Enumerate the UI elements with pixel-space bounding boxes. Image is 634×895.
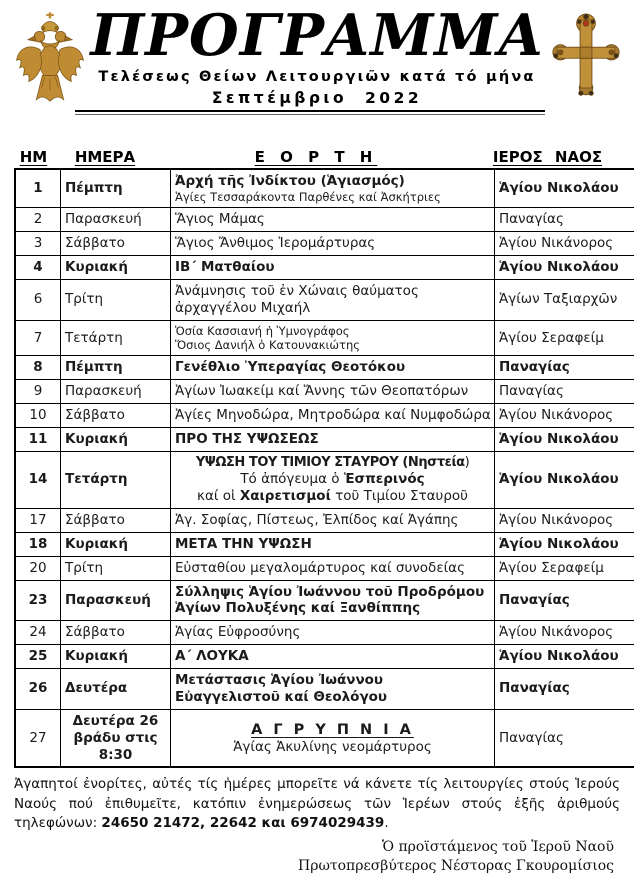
weekday-cell: Κυριακή [61,645,171,669]
church-cell: Ἁγίου Νικολάου [495,532,634,556]
church-cell: Ἁγίου Νικολάου [495,169,634,208]
feast-cell: Σύλληψις Ἁγίου Ἰωάννου τοῦ Προδρόμου Ἁγίων Πολυξένης καί Ξανθίππης [171,580,495,621]
church-cell: Παναγίας [495,580,634,621]
day-cell: 4 [15,256,61,280]
feast-cell: ΙΒ΄ Ματθαίου [171,256,495,280]
weekday-cell: Κυριακή [61,532,171,556]
day-cell: 9 [15,380,61,404]
signature [14,838,614,876]
feast-cell: Ἀρχή τῆς Ἰνδίκτου (Ἁγιασμός) Ἁγίες Τεσσαράκοντα Παρθένες καί Ἀσκήτριες [171,169,495,208]
day-cell: 18 [15,532,61,556]
double-rule-divider [75,110,545,115]
church-cell: Ἁγίου Σεραφείμ [495,556,634,580]
feast-cell: Ἀνάμνησις τοῦ ἐν Χώναις θαύματος ἀρχαγγέλου Μιχαήλ [171,279,495,320]
day-cell: 3 [15,232,61,256]
day-cell: 6 [15,279,61,320]
table-row [15,208,634,232]
signature-line2: Πρωτοπρεσβύτερος Νέστορας Γκουρομίσιος [298,857,614,874]
day-cell: 25 [15,645,61,669]
day-cell: 17 [15,508,61,532]
weekday-cell: Παρασκευή [61,580,171,621]
column-header-church: ΙΕΡΟΣ ΝΑΟΣ [492,148,603,166]
church-cell: Ἁγίου Νικάνορος [495,508,634,532]
feast-cell: Ἅγιος Ἄνθιμος Ἱερομάρτυρας [171,232,495,256]
day-cell: 1 [15,169,61,208]
feast-cell: Ἁγ. Σοφίας, Πίστεως, Ἐλπίδος καί Ἀγάπης [171,508,495,532]
table-row [15,580,634,621]
feast-cell: Ἁγίων Ἰωακείμ καί Ἄννης τῶν Θεοπατόρων [171,380,495,404]
footer-note: Ἀγαπητοί ἐνορίτες, αὐτές τίς ἡμέρες μπορεῖτε νά κάνετε τίς λειτουργίες στούς Ἱερούς Ναούς πού ἐπιθυμεῖτε, κατόπιν ἐνημερώσεως τῶν Ἱερέων στούς ἑξῆς ἀριθμούς τηλεφώνων: 24650 21472, 22642 και 6974029439. [14,776,620,831]
day-cell: 23 [15,580,61,621]
weekday-cell: Σάββατο [61,508,171,532]
table-row [15,508,634,532]
table-row [15,621,634,645]
weekday-cell: Σάββατο [61,232,171,256]
feast-cell: ΜΕΤΑ ΤΗΝ ΥΨΩΣΗ [171,532,495,556]
column-header-weekday: ΗΜΕΡΑ [74,148,136,166]
church-cell: Ἁγίων Ταξιαρχῶν [495,279,634,320]
day-cell: 2 [15,208,61,232]
weekday-cell: Παρασκευή [61,208,171,232]
column-header-feast: Ε Ο Ρ Τ Η [254,148,378,166]
table-row [15,709,634,767]
day-cell: 26 [15,669,61,710]
church-cell: Ἁγίου Νικάνορος [495,404,634,428]
day-cell: 11 [15,428,61,452]
signature-line1: Ὁ προϊστάμενος τοῦ Ἱεροῦ Ναοῦ [382,838,614,855]
church-cell: Ἁγίου Νικολάου [495,645,634,669]
day-cell: 8 [15,356,61,380]
table-row [15,404,634,428]
day-cell: 24 [15,621,61,645]
church-cell: Ἁγίου Νικολάου [495,256,634,280]
program-table [14,168,634,768]
table-row [15,169,634,208]
day-cell: 7 [15,320,61,356]
table-row [15,232,634,256]
feast-cell: Ἅγιος Μάμας [171,208,495,232]
page-title: ΠΡΟΓΡΑΜΜΑ [90,2,544,69]
weekday-cell: Παρασκευή [61,380,171,404]
feast-cell: Ἁγίας Εὐφροσύνης [171,621,495,645]
day-cell: 27 [15,709,61,767]
weekday-cell: Πέμπτη [61,169,171,208]
byzantine-cross-icon [552,6,620,102]
table-row [15,428,634,452]
table-row [15,645,634,669]
weekday-cell: Κυριακή [61,428,171,452]
table-row [15,320,634,356]
weekday-cell: Δευτέρα [61,669,171,710]
day-cell: 20 [15,556,61,580]
column-headers [14,148,620,166]
feast-cell: Γενέθλιο Ὑπεραγίας Θεοτόκου [171,356,495,380]
weekday-cell: Δευτέρα 26 βράδυ στις 8:30 [61,709,171,767]
feast-cell: ΠΡΟ ΤΗΣ ΥΨΩΣΕΩΣ [171,428,495,452]
program-table-body [15,169,634,767]
subtitle-line2: Σεπτέμβριο 2022 [211,88,423,107]
church-cell: Ἁγίου Νικάνορος [495,621,634,645]
header [0,0,634,144]
day-cell: 14 [15,451,61,508]
subtitle-line1: Τελέσεως Θείων Λειτουργιῶν κατά τό μήνα [98,68,536,85]
feast-cell: Ὁσία Κασσιανή ἡ Ὑμνογράφος Ὅσιος Δανιήλ ὁ Κατουνακιώτης [171,320,495,356]
church-cell: Ἁγίου Σεραφείμ [495,320,634,356]
feast-cell: ΥΨΩΣΗ ΤΟΥ ΤΙΜΙΟΥ ΣΤΑΥΡΟΥ (Νηστεία) Τό ἀπόγευμα ὁ Ἑσπερινός καί οἱ Χαιρετισμοί τοῦ Τιμίου Σταυροῦ [171,451,495,508]
weekday-cell: Πέμπτη [61,356,171,380]
weekday-cell: Τετάρτη [61,451,171,508]
church-cell: Παναγίας [495,709,634,767]
church-cell: Παναγίας [495,380,634,404]
table-row [15,380,634,404]
feast-cell: Α Γ Ρ Υ Π Ν Ι Α Ἁγίας Ἀκυλίνης νεομάρτυρος [171,709,495,767]
table-row [15,556,634,580]
weekday-cell: Τετάρτη [61,320,171,356]
weekday-cell: Σάββατο [61,621,171,645]
double-headed-eagle-icon [12,10,88,112]
table-row [15,451,634,508]
weekday-cell: Τρίτη [61,279,171,320]
church-cell: Παναγίας [495,356,634,380]
feast-cell: Ἁγίες Μηνοδώρα, Μητροδώρα καί Νυμφοδώρα [171,404,495,428]
church-cell: Παναγίας [495,208,634,232]
weekday-cell: Κυριακή [61,256,171,280]
church-cell: Ἁγίου Νικολάου [495,428,634,452]
church-cell: Ἁγίου Νικολάου [495,451,634,508]
church-cell: Παναγίας [495,669,634,710]
column-header-day: ΗΜ [19,148,48,166]
feast-cell: Εὐσταθίου μεγαλομάρτυρος καί συνοδείας [171,556,495,580]
table-row [15,279,634,320]
table-row [15,669,634,710]
table-row [15,532,634,556]
table-row [15,256,634,280]
weekday-cell: Σάββατο [61,404,171,428]
weekday-cell: Τρίτη [61,556,171,580]
church-cell: Ἁγίου Νικάνορος [495,232,634,256]
day-cell: 10 [15,404,61,428]
feast-cell: Μετάστασις Ἁγίου Ἰωάννου Εὐαγγελιστοῦ καί Θεολόγου [171,669,495,710]
table-row [15,356,634,380]
feast-cell: Α΄ ΛΟΥΚΑ [171,645,495,669]
